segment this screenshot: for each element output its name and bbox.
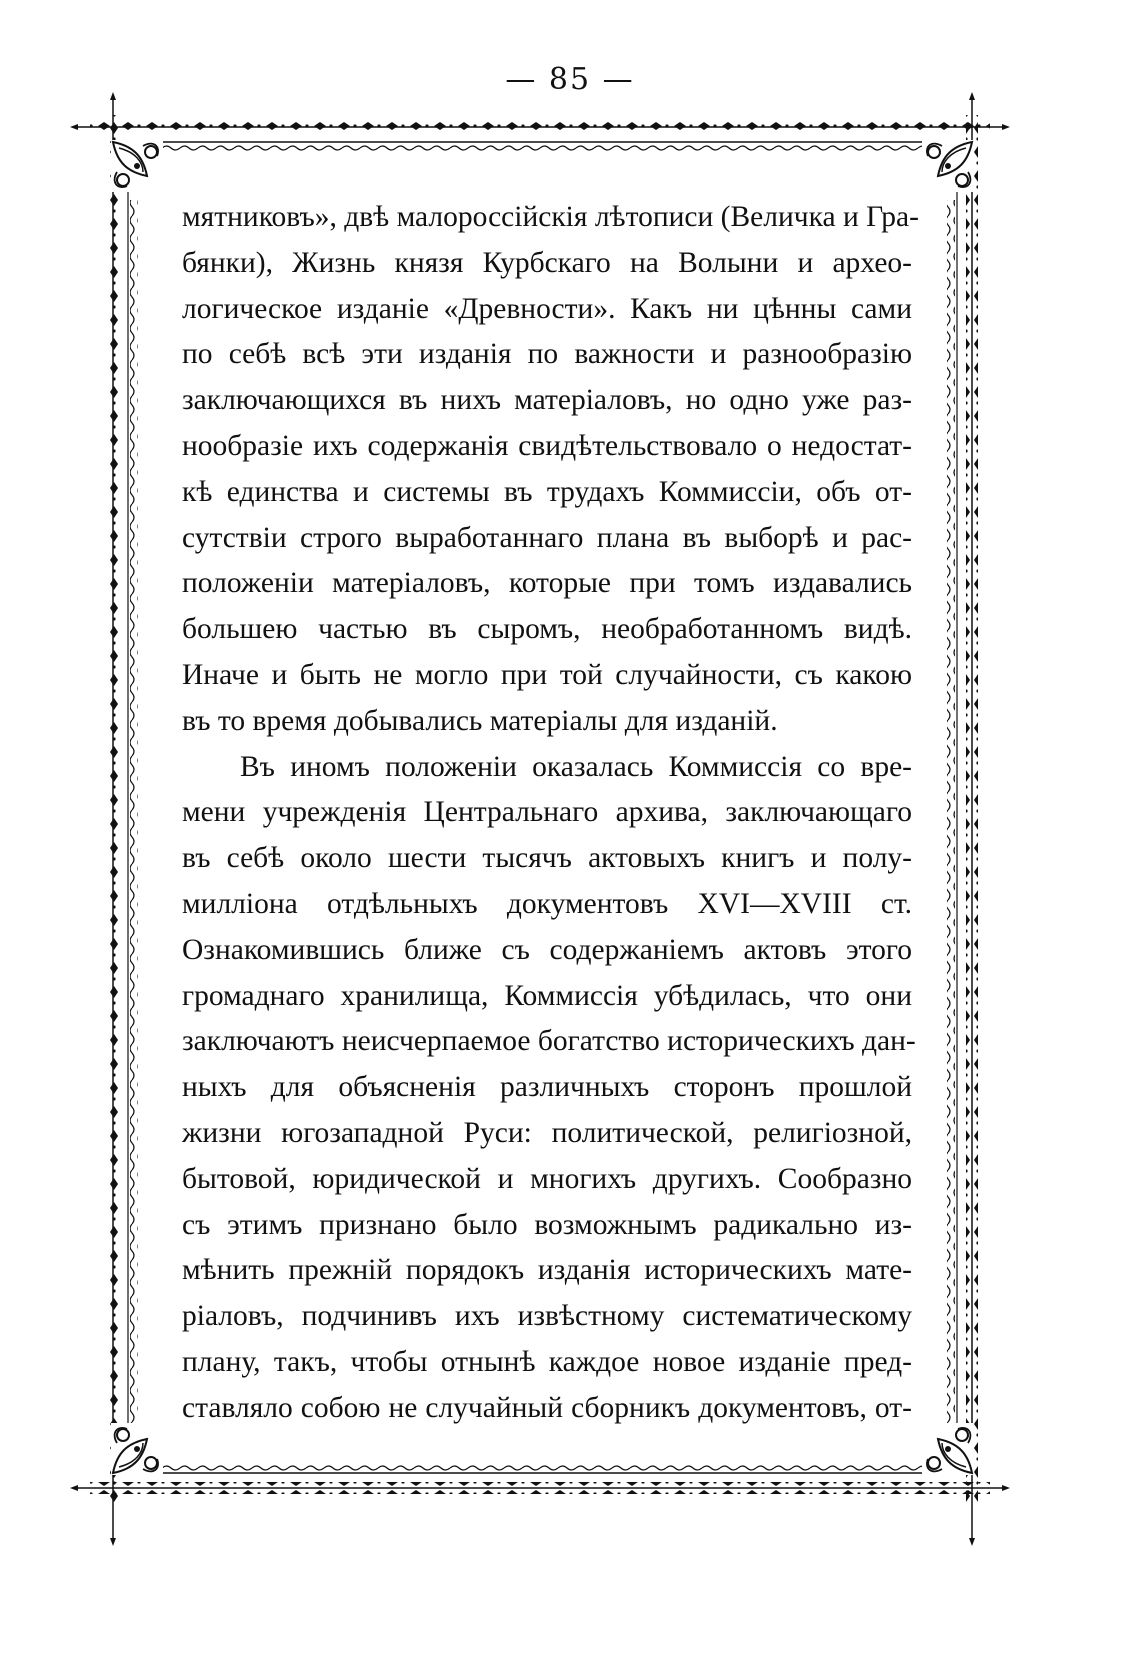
- text-line: заключаютъ неисчерпаемое богатство историческихъ дан-: [182, 1025, 916, 1058]
- text-line: бытовой, юридической и многихъ другихъ. Сообразно: [182, 1162, 912, 1195]
- text-line: логическое изданіе «Древности». Какъ ни цѣнны сами: [182, 292, 912, 325]
- paragraph-2: [182, 745, 916, 1432]
- text-line: ныхъ для объясненія различныхъ сторонъ прошлой: [182, 1071, 912, 1104]
- text-line: Въ иномъ положеніи оказалась Коммиссія со вре-: [240, 750, 912, 783]
- floral-corner-icon-top-left: [111, 140, 163, 192]
- text-line: ріаловъ, подчинивъ ихъ извѣстному систематическому: [182, 1300, 912, 1333]
- text-line: милліона отдѣльныхъ документовъ XVI—XVIII ст.: [182, 887, 912, 920]
- text-line: большею частью въ сыромъ, необработанномъ видѣ.: [182, 613, 912, 646]
- right-border: [947, 92, 978, 1546]
- text-line: нообразіе ихъ содержанія свидѣтельствовало о недостат-: [182, 429, 912, 462]
- text-line: мени учрежденія Центральнаго архива, заключающаго: [182, 796, 912, 829]
- text-line: положеніи матеріаловъ, которые при томъ издавались: [182, 567, 912, 600]
- text-line: съ этимъ признано было возможнымъ радикально из-: [182, 1208, 912, 1241]
- floral-corner-icon-bottom-left: [111, 1423, 163, 1475]
- text-line: мѣнить прежній порядокъ изданія историческихъ мате-: [182, 1254, 912, 1287]
- top-border: [70, 121, 1010, 152]
- text-line: Иначе и быть не могло при той случайности, съ какою: [182, 658, 912, 691]
- left-border: [107, 92, 138, 1546]
- page-number: — 85 —: [505, 62, 635, 97]
- bottom-border: [70, 1463, 1010, 1494]
- text-line: мятниковъ», двѣ малороссійскія лѣтописи (Величка и Гра-: [182, 201, 919, 233]
- floral-corner-icon-bottom-right: [922, 1423, 974, 1475]
- text-line: ставляло собою не случайный сборникъ документовъ, от-: [182, 1391, 912, 1424]
- text-line: по себѣ всѣ эти изданія по важности и разнообразію: [182, 338, 912, 371]
- text-line: въ себѣ около шести тысячъ актовыхъ книгъ и полу-: [182, 842, 912, 875]
- text-line: Ознакомившись ближе съ содержаніемъ актовъ этого: [182, 933, 912, 966]
- text-line: бянки), Жизнь князя Курбскаго на Волыни и архео-: [182, 246, 912, 279]
- text-line: громаднаго хранилища, Коммиссія убѣдилась, что они: [182, 979, 912, 1012]
- text-line: сутствіи строго выработаннаго плана въ выборѣ и рас-: [182, 521, 912, 554]
- main-text: [182, 195, 919, 1432]
- floral-corner-icon-top-right: [922, 140, 974, 192]
- text-line: заключающихся въ нихъ матеріаловъ, но одно уже раз-: [182, 384, 912, 417]
- paragraph-1: [182, 195, 919, 745]
- text-line: въ то время добывались матеріалы для изданій.: [182, 704, 778, 737]
- text-line: жизни югозападной Руси: политической, религіозной,: [182, 1116, 912, 1149]
- text-line: кѣ единства и системы въ трудахъ Коммиссіи, объ от-: [182, 475, 912, 508]
- text-line: плану, такъ, чтобы отнынѣ каждое новое изданіе пред-: [182, 1345, 912, 1378]
